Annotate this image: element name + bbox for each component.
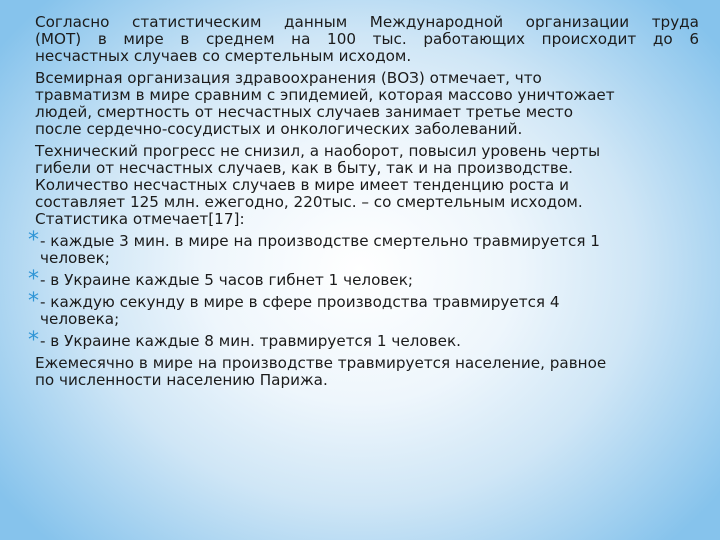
text-line: Согласно статистическим данным Международной организации труда [35,13,699,31]
text-line: Ежемесячно в мире на производстве травмируется население, равное [35,354,607,372]
bullet-star-icon: * [28,228,39,253]
text-line: людей, смертность от несчастных случаев занимает третье место [35,103,574,121]
bullet-item [28,228,699,267]
bullet-star-icon: * [28,328,39,353]
bullet-star-icon: * [28,267,39,292]
text-line: - в Украине каждые 8 мин. травмируется 1 человек. [40,332,461,350]
text-line: травматизм в мире сравним с эпидемией, которая массово уничтожает [35,86,615,104]
text-line: гибели от несчастных случаев, как в быту, так и на производстве. [35,159,573,177]
text-line: Количество несчастных случаев в мире имеет тенденцию роста и [35,176,569,194]
paragraph-technical-progress [35,143,699,228]
text-line: человек; [40,249,110,267]
text-line: - каждые 3 мин. в мире на производстве смертельно травмируется 1 [40,232,600,250]
text-line: Статистика отмечает[17]: [35,210,245,228]
text-line: после сердечно-сосудистых и онкологических заболеваний. [35,120,523,138]
bullet-item [28,289,699,328]
text-line: Всемирная организация здравоохранения (ВОЗ) отмечает, что [35,69,542,87]
bullet-star-icon: * [28,289,39,314]
text-line: несчастных случаев со смертельным исходом. [35,47,412,65]
text-line: - каждую секунду в мире в сфере производства травмируется 4 [40,293,560,311]
bullet-item [28,267,699,292]
slide-body-text [29,14,699,394]
text-line: составляет 125 млн. ежегодно, 220тыс. – со смертельным исходом. [35,193,583,211]
text-line: Технический прогресс не снизил, а наоборот, повысил уровень черты [35,142,601,160]
paragraph-monthly-injuries [35,355,699,389]
text-line: (МОТ) в мире в среднем на 100 тыс. работающих происходит до 6 [35,30,699,48]
paragraph-who-statement [35,70,699,138]
text-line: человека; [40,310,120,328]
bullet-item [28,328,699,353]
text-line: по численности населению Парижа. [35,371,328,389]
paragraph-mot-statistics [35,14,699,65]
text-line: - в Украине каждые 5 часов гибнет 1 человек; [40,271,414,289]
